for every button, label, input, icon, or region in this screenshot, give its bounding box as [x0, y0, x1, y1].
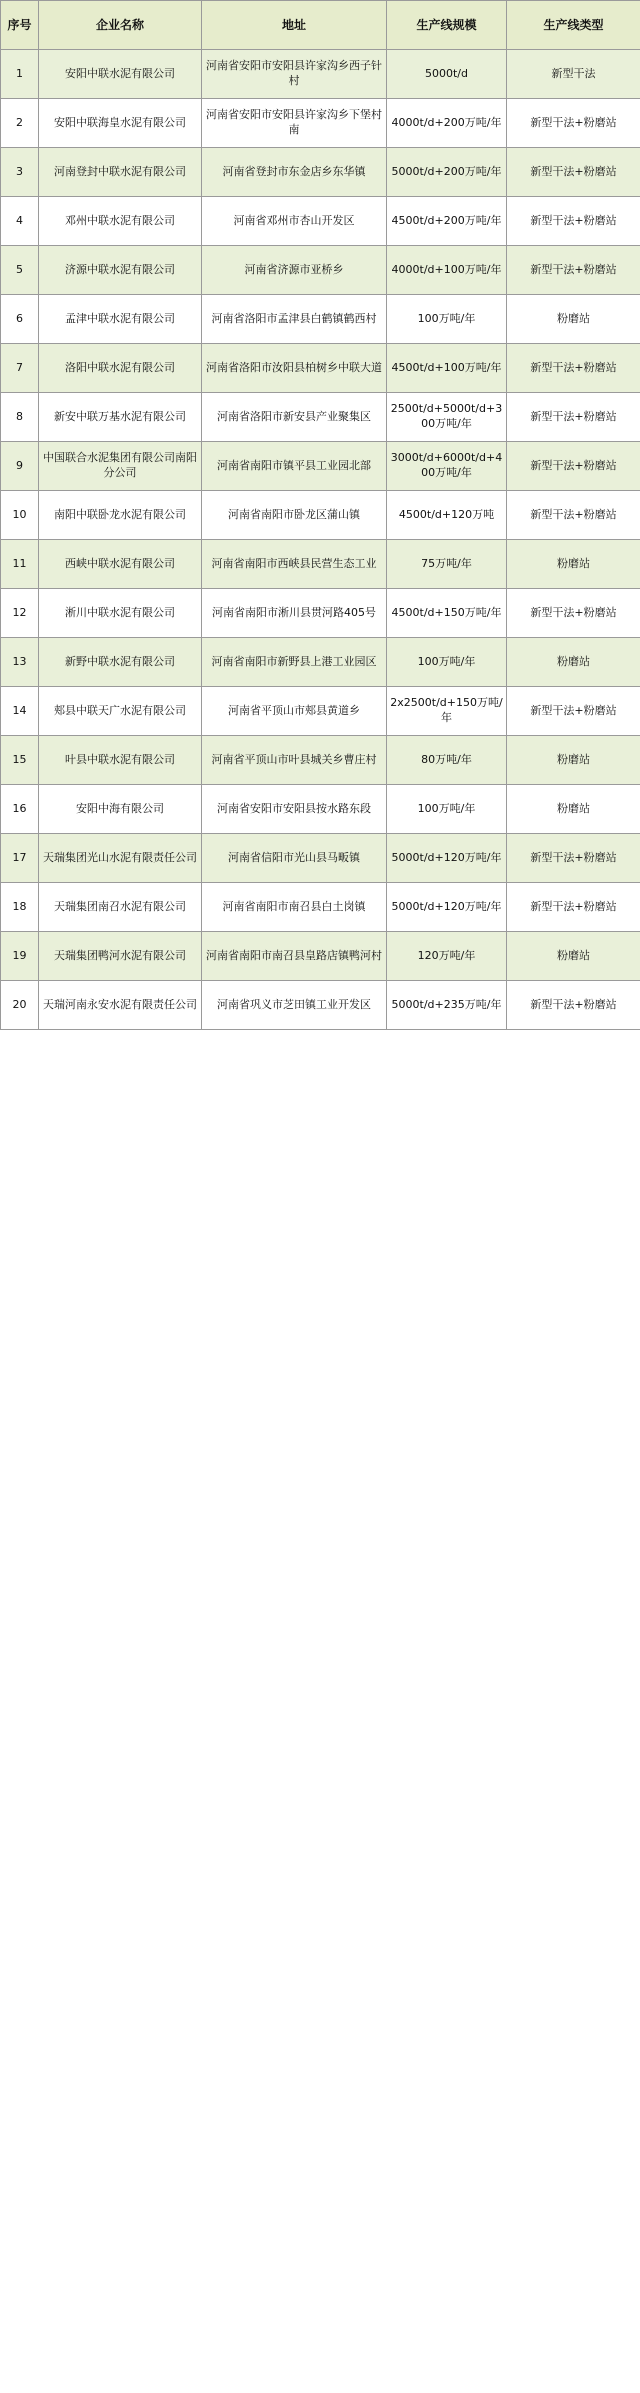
cell-capacity: 5000t/d+235万吨/年	[387, 981, 507, 1030]
cell-address: 河南省南阳市西峡县民营生态工业	[202, 540, 387, 589]
cell-company: 安阳中海有限公司	[39, 785, 202, 834]
cell-capacity: 2x2500t/d+150万吨/年	[387, 687, 507, 736]
cell-address: 河南省南阳市卧龙区蒲山镇	[202, 491, 387, 540]
cell-capacity: 4500t/d+120万吨	[387, 491, 507, 540]
table-row	[1, 442, 640, 491]
cell-line-type: 新型干法+粉磨站	[507, 99, 640, 148]
cell-address: 河南省南阳市南召县白土岗镇	[202, 883, 387, 932]
cell-address: 河南省南阳市淅川县贯河路405号	[202, 589, 387, 638]
table-row	[1, 638, 640, 687]
cell-index: 4	[1, 197, 39, 246]
table-row	[1, 981, 640, 1030]
cell-line-type: 粉磨站	[507, 736, 640, 785]
cell-index: 19	[1, 932, 39, 981]
cell-company: 洛阳中联水泥有限公司	[39, 344, 202, 393]
header-address: 地址	[202, 1, 387, 50]
cell-line-type: 新型干法+粉磨站	[507, 148, 640, 197]
cell-capacity: 100万吨/年	[387, 785, 507, 834]
cell-line-type: 新型干法+粉磨站	[507, 589, 640, 638]
table-row	[1, 932, 640, 981]
cell-line-type: 新型干法+粉磨站	[507, 687, 640, 736]
cell-capacity: 3000t/d+6000t/d+400万吨/年	[387, 442, 507, 491]
cell-capacity: 4000t/d+200万吨/年	[387, 99, 507, 148]
cell-index: 6	[1, 295, 39, 344]
table-row	[1, 393, 640, 442]
cell-line-type: 新型干法+粉磨站	[507, 344, 640, 393]
cell-company: 济源中联水泥有限公司	[39, 246, 202, 295]
table-row	[1, 883, 640, 932]
cell-company: 邓州中联水泥有限公司	[39, 197, 202, 246]
cell-index: 20	[1, 981, 39, 1030]
cell-company: 新安中联万基水泥有限公司	[39, 393, 202, 442]
cell-line-type: 新型干法+粉磨站	[507, 491, 640, 540]
cell-line-type: 新型干法+粉磨站	[507, 883, 640, 932]
cell-index: 5	[1, 246, 39, 295]
cell-address: 河南省邓州市杏山开发区	[202, 197, 387, 246]
cell-index: 8	[1, 393, 39, 442]
cell-index: 9	[1, 442, 39, 491]
cell-capacity: 4000t/d+100万吨/年	[387, 246, 507, 295]
cell-company: 天瑞集团鸭河水泥有限公司	[39, 932, 202, 981]
table-row	[1, 50, 640, 99]
cell-index: 17	[1, 834, 39, 883]
cell-address: 河南省平顶山市郏县黄道乡	[202, 687, 387, 736]
cell-index: 13	[1, 638, 39, 687]
cell-index: 7	[1, 344, 39, 393]
table-row	[1, 295, 640, 344]
cell-company: 安阳中联海皇水泥有限公司	[39, 99, 202, 148]
cement-plant-table	[0, 0, 640, 1030]
cell-address: 河南省洛阳市孟津县白鹤镇鹤西村	[202, 295, 387, 344]
cell-capacity: 5000t/d+120万吨/年	[387, 834, 507, 883]
cell-line-type: 粉磨站	[507, 638, 640, 687]
cell-capacity: 4500t/d+150万吨/年	[387, 589, 507, 638]
cell-capacity: 75万吨/年	[387, 540, 507, 589]
cell-index: 3	[1, 148, 39, 197]
table-row	[1, 785, 640, 834]
cell-index: 11	[1, 540, 39, 589]
header-line-type: 生产线类型	[507, 1, 640, 50]
cell-company: 郏县中联天广水泥有限公司	[39, 687, 202, 736]
table-header-row	[1, 1, 640, 50]
table-row	[1, 148, 640, 197]
cell-line-type: 粉磨站	[507, 295, 640, 344]
cell-capacity: 4500t/d+100万吨/年	[387, 344, 507, 393]
cell-company: 天瑞河南永安水泥有限责任公司	[39, 981, 202, 1030]
cell-index: 2	[1, 99, 39, 148]
cell-index: 1	[1, 50, 39, 99]
cell-company: 安阳中联水泥有限公司	[39, 50, 202, 99]
cell-company: 南阳中联卧龙水泥有限公司	[39, 491, 202, 540]
table-row	[1, 246, 640, 295]
cell-address: 河南省安阳市安阳县按水路东段	[202, 785, 387, 834]
cell-index: 15	[1, 736, 39, 785]
cell-line-type: 新型干法+粉磨站	[507, 393, 640, 442]
cell-index: 16	[1, 785, 39, 834]
table-row	[1, 99, 640, 148]
cell-line-type: 新型干法+粉磨站	[507, 442, 640, 491]
cell-capacity: 4500t/d+200万吨/年	[387, 197, 507, 246]
cell-address: 河南省登封市东金店乡东华镇	[202, 148, 387, 197]
cell-address: 河南省巩义市芝田镇工业开发区	[202, 981, 387, 1030]
cell-address: 河南省南阳市镇平县工业园北部	[202, 442, 387, 491]
table-row	[1, 540, 640, 589]
cell-line-type: 粉磨站	[507, 540, 640, 589]
cell-capacity: 80万吨/年	[387, 736, 507, 785]
cell-company: 新野中联水泥有限公司	[39, 638, 202, 687]
table-row	[1, 491, 640, 540]
table-row	[1, 834, 640, 883]
cell-company: 天瑞集团光山水泥有限责任公司	[39, 834, 202, 883]
cell-address: 河南省安阳市安阳县许家沟乡西子针村	[202, 50, 387, 99]
cell-address: 河南省洛阳市新安县产业聚集区	[202, 393, 387, 442]
cell-line-type: 粉磨站	[507, 785, 640, 834]
cell-index: 10	[1, 491, 39, 540]
cell-company: 孟津中联水泥有限公司	[39, 295, 202, 344]
cell-line-type: 新型干法+粉磨站	[507, 981, 640, 1030]
cell-company: 河南登封中联水泥有限公司	[39, 148, 202, 197]
header-capacity: 生产线规模	[387, 1, 507, 50]
header-index: 序号	[1, 1, 39, 50]
cell-address: 河南省洛阳市汝阳县柏树乡中联大道	[202, 344, 387, 393]
cell-capacity: 100万吨/年	[387, 638, 507, 687]
cell-line-type: 新型干法+粉磨站	[507, 246, 640, 295]
cell-company: 西峡中联水泥有限公司	[39, 540, 202, 589]
header-company: 企业名称	[39, 1, 202, 50]
table-row	[1, 344, 640, 393]
cell-company: 中国联合水泥集团有限公司南阳分公司	[39, 442, 202, 491]
cell-address: 河南省平顶山市叶县城关乡曹庄村	[202, 736, 387, 785]
cell-company: 天瑞集团南召水泥有限公司	[39, 883, 202, 932]
cell-capacity: 5000t/d+120万吨/年	[387, 883, 507, 932]
cell-address: 河南省信阳市光山县马畈镇	[202, 834, 387, 883]
cell-capacity: 5000t/d+200万吨/年	[387, 148, 507, 197]
cell-line-type: 新型干法+粉磨站	[507, 197, 640, 246]
cell-address: 河南省济源市亚桥乡	[202, 246, 387, 295]
cell-company: 淅川中联水泥有限公司	[39, 589, 202, 638]
cell-capacity: 120万吨/年	[387, 932, 507, 981]
cell-company: 叶县中联水泥有限公司	[39, 736, 202, 785]
cell-line-type: 粉磨站	[507, 932, 640, 981]
cell-address: 河南省南阳市新野县上港工业园区	[202, 638, 387, 687]
cell-index: 12	[1, 589, 39, 638]
cell-line-type: 新型干法	[507, 50, 640, 99]
cell-line-type: 新型干法+粉磨站	[507, 834, 640, 883]
cell-index: 18	[1, 883, 39, 932]
table-row	[1, 197, 640, 246]
table-row	[1, 687, 640, 736]
cell-capacity: 100万吨/年	[387, 295, 507, 344]
cell-capacity: 5000t/d	[387, 50, 507, 99]
table-row	[1, 736, 640, 785]
table-body	[1, 50, 640, 1030]
table-row	[1, 589, 640, 638]
cell-index: 14	[1, 687, 39, 736]
cell-capacity: 2500t/d+5000t/d+300万吨/年	[387, 393, 507, 442]
cell-address: 河南省安阳市安阳县许家沟乡下堡村南	[202, 99, 387, 148]
cell-address: 河南省南阳市南召县皇路店镇鸭河村	[202, 932, 387, 981]
